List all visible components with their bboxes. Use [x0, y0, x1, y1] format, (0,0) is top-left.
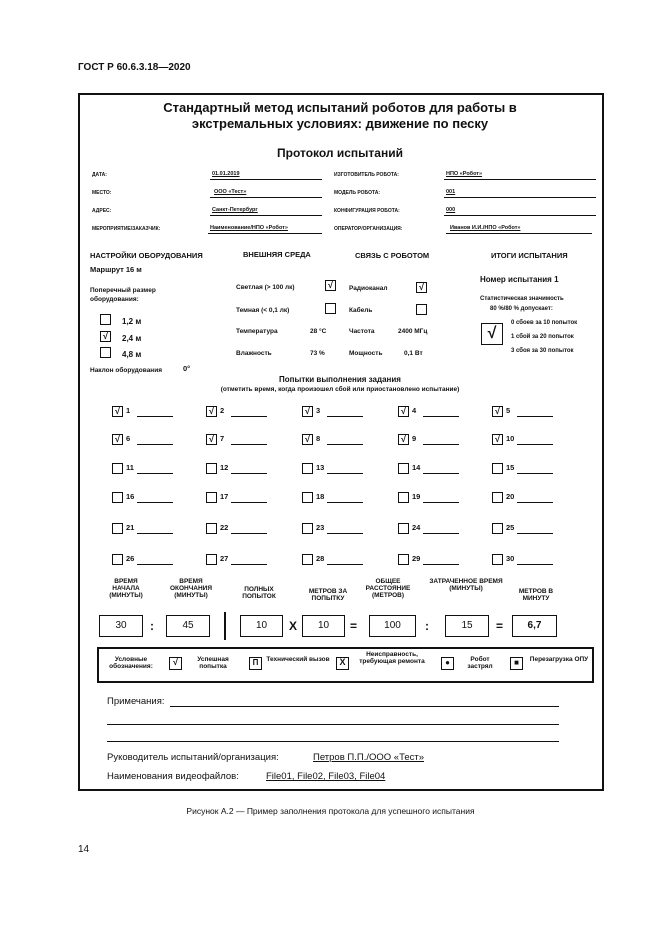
environment-header: ВНЕШНЯЯ СРЕДА — [243, 250, 311, 259]
size-4-8-checkbox[interactable] — [100, 347, 111, 358]
place-value: ООО «Тест» — [214, 189, 247, 195]
attempt-time-line[interactable] — [137, 502, 173, 503]
legend-title: Условные обозначения: — [109, 656, 153, 670]
attempt-checkbox[interactable] — [112, 492, 123, 503]
attempt-checkbox[interactable] — [112, 523, 123, 534]
attempt-time-line[interactable] — [137, 416, 173, 417]
attempt-number: 18 — [316, 492, 325, 501]
start-time-box[interactable]: 30 — [99, 615, 143, 637]
total-distance-header: ОБЩЕЕ РАССТОЯНИЕ (МЕТРОВ) — [365, 578, 411, 599]
equals-operator: = — [350, 619, 358, 633]
notes-line-2[interactable] — [107, 724, 559, 725]
attempt-time-line[interactable] — [517, 533, 553, 534]
legend-success: Успешная попытка — [197, 656, 229, 670]
legend-pause: Технический вызов — [266, 656, 330, 663]
place-label: МЕСТО: — [92, 190, 112, 196]
attempt-time-line[interactable] — [423, 502, 459, 503]
size-2-4-checkbox[interactable]: √ — [100, 331, 111, 342]
address-label: АДРЕС: — [92, 208, 112, 214]
date-line — [210, 179, 322, 180]
attempt-number: 19 — [412, 492, 421, 501]
operator-label: ОПЕРАТОР/ОРГАНИЗАЦИЯ: — [334, 226, 403, 232]
address-value: Санкт-Петербург — [212, 207, 258, 213]
maker-line — [444, 179, 596, 180]
attempt-number: 11 — [126, 463, 134, 472]
attempt-time-line[interactable] — [423, 416, 459, 417]
calc-divider — [224, 612, 226, 640]
reboot-icon: ■ — [510, 657, 523, 670]
attempt-number: 23 — [316, 523, 325, 532]
attempt-checkbox[interactable] — [492, 523, 503, 534]
temperature-label: Температура — [236, 328, 278, 335]
attempt-number: 10 — [506, 434, 515, 443]
power-value: 0,1 Вт — [404, 350, 423, 357]
attempt-number: 2 — [220, 406, 225, 415]
video-label: Наименования видеофайлов: — [107, 771, 239, 782]
figure-caption: Рисунок А.2 — Пример заполнения протокола для успешного испытания — [186, 806, 475, 816]
colon-operator-2: : — [425, 619, 429, 633]
equals-operator-2: = — [496, 619, 504, 633]
meters-per-attempt-header: МЕТРОВ ЗА ПОПЫТКУ — [308, 588, 348, 602]
end-time-box[interactable]: 45 — [166, 615, 210, 637]
cable-label: Кабель — [349, 307, 373, 314]
significance-line-2: 80 %/80 % допускает: — [490, 306, 553, 312]
test-number: Номер испытания 1 — [480, 275, 559, 284]
config-line — [444, 215, 596, 216]
attempt-number: 30 — [506, 554, 515, 563]
attempt-number: 27 — [220, 554, 229, 563]
attempt-number: 21 — [126, 523, 135, 532]
frequency-value: 2400 МГц — [398, 328, 428, 335]
attempt-number: 3 — [316, 406, 321, 415]
meters-per-minute-box[interactable]: 6,7 — [512, 615, 557, 637]
attempt-checkbox[interactable]: √ — [398, 434, 409, 445]
operator-value: Иванов И.И./НПО «Робот» — [450, 225, 521, 231]
attempt-number: 16 — [126, 492, 135, 501]
results-header: ИТОГИ ИСПЫТАНИЯ — [491, 251, 568, 260]
size-2-4-label: 2,4 м — [122, 334, 142, 343]
attempt-number: 22 — [220, 523, 229, 532]
equipment-header: НАСТРОЙКИ ОБОРУДОВАНИЯ — [90, 251, 203, 260]
attempt-checkbox[interactable]: √ — [206, 406, 217, 417]
meters-per-attempt-box[interactable]: 10 — [302, 615, 345, 637]
attempt-number: 5 — [506, 406, 511, 415]
attempt-number: 15 — [506, 463, 515, 472]
attempt-time-line[interactable] — [137, 444, 173, 445]
attempt-checkbox[interactable] — [302, 492, 313, 503]
time-spent-box[interactable]: 15 — [445, 615, 489, 637]
attempt-number: 28 — [316, 554, 325, 563]
cable-checkbox[interactable] — [416, 304, 427, 315]
attempt-time-line[interactable] — [327, 416, 363, 417]
full-attempts-box[interactable]: 10 — [240, 615, 283, 637]
attempt-checkbox[interactable] — [112, 463, 123, 474]
event-line — [208, 233, 322, 234]
attempt-checkbox[interactable]: √ — [492, 434, 503, 445]
time-spent-header: ЗАТРАЧЕННОЕ ВРЕМЯ (МИНУТЫ) — [429, 578, 503, 592]
rule-2: 1 сбой за 20 попыток — [511, 334, 574, 340]
attempt-checkbox[interactable] — [112, 554, 123, 565]
attempt-checkbox[interactable] — [492, 463, 503, 474]
attempts-subtitle: (отметить время, когда произошел сбой или приостановлено испытание) — [220, 386, 460, 393]
fault-icon: Х — [336, 657, 349, 670]
attempt-time-line[interactable] — [137, 564, 173, 565]
attempt-number: 9 — [412, 434, 417, 443]
attempt-checkbox[interactable]: √ — [302, 434, 313, 445]
attempt-number: 1 — [126, 406, 131, 415]
radio-checkbox[interactable]: √ — [416, 282, 427, 293]
date-label: ДАТА: — [92, 172, 107, 178]
attempt-time-line[interactable] — [327, 502, 363, 503]
attempt-time-line[interactable] — [517, 416, 553, 417]
attempt-number: 8 — [316, 434, 321, 443]
rule-1: 0 сбоев за 10 попыток — [511, 320, 578, 326]
title-line-1: Стандартный метод испытаний роботов для работы в — [163, 100, 517, 115]
dark-checkbox[interactable] — [325, 303, 336, 314]
head-value: Петров П.П./ООО «Тест» — [313, 752, 425, 763]
event-label: МЕРОПРИЯТИЕ/ЗАКАЗЧИК: — [92, 226, 161, 232]
maker-value: НПО «Робот» — [446, 171, 483, 177]
frequency-label: Частота — [349, 328, 375, 335]
total-distance-box[interactable]: 100 — [369, 615, 416, 637]
light-label: Светлая (> 100 лк) — [236, 284, 295, 291]
attempt-number: 6 — [126, 434, 131, 443]
attempt-time-line[interactable] — [231, 564, 267, 565]
attempt-time-line[interactable] — [517, 564, 553, 565]
config-label: КОНФИГУРАЦИЯ РОБОТА: — [334, 208, 400, 214]
attempt-checkbox[interactable] — [398, 492, 409, 503]
dark-label: Темная (< 0,1 лк) — [236, 307, 290, 314]
attempt-time-line[interactable] — [517, 473, 553, 474]
date-value: 01.01.2019 — [212, 171, 240, 177]
legend-stuck: Робот застрял — [467, 656, 493, 670]
document-code: ГОСТ Р 60.6.3.18—2020 — [78, 62, 191, 73]
protocol-title: Протокол испытаний — [277, 146, 403, 160]
video-value: File01, File02, File03, File04 — [266, 771, 386, 782]
address-line — [210, 215, 322, 216]
attempt-checkbox[interactable]: √ — [112, 406, 123, 417]
meters-per-minute-header: МЕТРОВ В МИНУТУ — [518, 588, 554, 602]
multiply-operator: Х — [289, 619, 298, 633]
size-1-2-checkbox[interactable] — [100, 314, 111, 325]
legend-fault: Неисправность, требующая ремонта — [359, 651, 425, 665]
operator-line — [446, 233, 592, 234]
attempt-time-line[interactable] — [423, 564, 459, 565]
end-time-header: ВРЕМЯ ОКОНЧАНИЯ (МИНУТЫ) — [169, 578, 213, 599]
attempt-time-line[interactable] — [327, 564, 363, 565]
stuck-icon: ● — [441, 657, 454, 670]
attempt-number: 24 — [412, 523, 421, 532]
success-icon: √ — [169, 657, 182, 670]
attempt-time-line[interactable] — [231, 444, 267, 445]
title-line-2: экстремальных условиях: движение по песку — [191, 116, 489, 131]
attempt-number: 26 — [126, 554, 135, 563]
attempt-number: 17 — [220, 492, 229, 501]
attempt-number: 13 — [316, 463, 325, 472]
pause-icon: П — [249, 657, 262, 670]
size-4-8-label: 4,8 м — [122, 350, 142, 359]
attempt-checkbox[interactable] — [492, 554, 503, 565]
cross-size-label: Поперечный размер оборудования: — [90, 287, 156, 303]
attempt-time-line[interactable] — [423, 473, 459, 474]
attempt-time-line[interactable] — [327, 473, 363, 474]
attempt-number: 12 — [220, 463, 229, 472]
model-label: МОДЕЛЬ РОБОТА: — [334, 190, 381, 196]
attempt-checkbox[interactable] — [302, 463, 313, 474]
attempt-time-line[interactable] — [517, 444, 553, 445]
attempt-checkbox[interactable] — [206, 554, 217, 565]
page-number: 14 — [78, 844, 90, 855]
attempt-time-line[interactable] — [231, 416, 267, 417]
full-attempts-header: ПОЛНЫХ ПОПЫТОК — [242, 586, 276, 600]
power-label: Мощность — [349, 350, 383, 357]
event-value: Наименование/НПО «Робот» — [210, 225, 288, 231]
route-text: Маршрут 16 м — [90, 265, 142, 274]
attempt-time-line[interactable] — [423, 444, 459, 445]
rule-3: 3 сбоя за 30 попыток — [511, 348, 574, 354]
attempt-checkbox[interactable]: √ — [492, 406, 503, 417]
place-line — [210, 197, 322, 198]
result-checkbox[interactable]: √ — [481, 323, 503, 345]
attempt-time-line[interactable] — [137, 533, 173, 534]
attempt-checkbox[interactable] — [492, 492, 503, 503]
significance-line-1: Статистическая значимость — [480, 296, 564, 302]
humidity-value: 73 % — [310, 350, 325, 357]
tilt-value: 0° — [183, 364, 191, 373]
config-value: 000 — [446, 207, 456, 213]
legend-reboot: Перезагрузка ОПУ — [529, 656, 589, 663]
attempts-title: Попытки выполнения задания — [279, 375, 401, 384]
notes-line-3[interactable] — [107, 741, 559, 742]
attempt-number: 14 — [412, 463, 421, 472]
attempt-number: 29 — [412, 554, 421, 563]
attempt-checkbox[interactable] — [302, 523, 313, 534]
attempt-checkbox[interactable] — [206, 463, 217, 474]
form-title — [90, 100, 590, 132]
attempt-time-line[interactable] — [517, 502, 553, 503]
attempt-time-line[interactable] — [231, 502, 267, 503]
attempt-checkbox[interactable] — [206, 523, 217, 534]
attempt-time-line[interactable] — [327, 533, 363, 534]
attempt-checkbox[interactable] — [302, 554, 313, 565]
light-checkbox[interactable]: √ — [325, 280, 336, 291]
model-value: 001 — [446, 189, 456, 195]
attempt-checkbox[interactable] — [398, 554, 409, 565]
head-label: Руководитель испытаний/организация: — [107, 752, 279, 763]
attempt-time-line[interactable] — [231, 473, 267, 474]
start-time-header: ВРЕМЯ НАЧАЛА (МИНУТЫ) — [109, 578, 143, 599]
attempt-number: 20 — [506, 492, 515, 501]
attempt-checkbox[interactable]: √ — [206, 434, 217, 445]
attempt-time-line[interactable] — [327, 444, 363, 445]
attempt-checkbox[interactable] — [398, 523, 409, 534]
temperature-value: 28 °С — [310, 328, 327, 335]
tilt-label: Наклон оборудования — [90, 367, 163, 374]
maker-label: ИЗГОТОВИТЕЛЬ РОБОТА: — [334, 172, 399, 178]
attempt-time-line[interactable] — [231, 533, 267, 534]
attempt-number: 4 — [412, 406, 417, 415]
notes-label: Примечания: — [107, 696, 165, 707]
attempt-number: 25 — [506, 523, 515, 532]
attempt-checkbox[interactable] — [206, 492, 217, 503]
radio-label: Радиоканал — [349, 285, 388, 292]
attempt-time-line[interactable] — [137, 473, 173, 474]
attempt-time-line[interactable] — [423, 533, 459, 534]
attempt-checkbox[interactable]: √ — [398, 406, 409, 417]
attempt-checkbox[interactable]: √ — [112, 434, 123, 445]
colon-operator: : — [150, 619, 154, 633]
size-1-2-label: 1,2 м — [122, 317, 142, 326]
attempt-checkbox[interactable] — [398, 463, 409, 474]
notes-line-1[interactable] — [170, 706, 559, 707]
link-header: СВЯЗЬ С РОБОТОМ — [355, 251, 430, 260]
humidity-label: Влажность — [236, 350, 272, 357]
attempt-checkbox[interactable]: √ — [302, 406, 313, 417]
attempt-number: 7 — [220, 434, 225, 443]
model-line — [444, 197, 596, 198]
